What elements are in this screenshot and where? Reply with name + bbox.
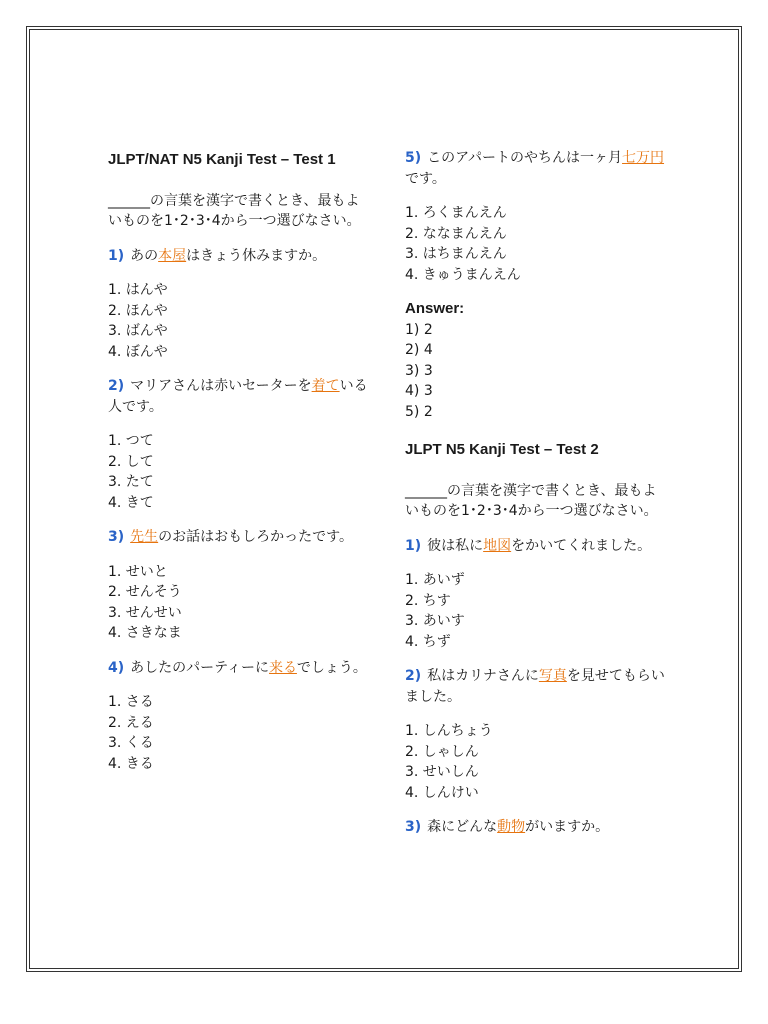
choice: 3. たて	[108, 474, 154, 490]
question-text: 私はカリナさんに	[427, 668, 539, 684]
choice: 2. ちす	[405, 592, 451, 609]
choice-list	[108, 280, 370, 362]
choice: 2. ほんや	[108, 302, 168, 319]
right-column	[405, 148, 667, 852]
answer-heading: Answer:	[405, 300, 465, 317]
question-number: 3)	[405, 819, 422, 835]
choice: 3. せいしん	[405, 764, 479, 780]
choice: 3. ばんや	[108, 323, 168, 339]
test1-title: JLPT/NAT N5 Kanji Test – Test 1	[108, 151, 336, 168]
choice: 4. しんけい	[405, 784, 479, 801]
question-text: あしたのパーティーに	[130, 659, 270, 676]
question-text: をかいてくれました。	[511, 537, 652, 554]
question-text: いる人です。	[108, 378, 368, 415]
question-text: あの	[130, 247, 159, 264]
answer-item: 2) 4	[405, 342, 433, 358]
question	[405, 536, 667, 557]
question-number: 4)	[108, 659, 125, 676]
choice: 1. ろくまんえん	[405, 205, 507, 221]
question-kanji: 着て	[311, 378, 340, 394]
question-kanji: 地図	[483, 537, 512, 554]
question-text: このアパートのやちんは一ヶ月	[427, 150, 623, 166]
question	[108, 527, 370, 548]
question-number: 3)	[108, 529, 125, 545]
question-number: 1)	[405, 537, 422, 554]
choice-list	[108, 562, 370, 644]
choice-list	[405, 570, 667, 652]
test2-instructions: ______の言葉を漢字で書くとき、最もよいものを1･2･3･4から一つ選びなさい。	[405, 482, 658, 519]
question-text: のお話はおもしろかったです。	[158, 529, 354, 545]
choice: 2. しゃしん	[405, 743, 479, 760]
choice: 4. きる	[108, 755, 154, 772]
question	[108, 246, 370, 267]
choice: 4. ちず	[405, 633, 451, 650]
choice-list	[108, 431, 370, 513]
choice: 4. ぼんや	[108, 343, 168, 360]
question	[108, 376, 370, 417]
choice: 1. さる	[108, 694, 154, 710]
answer-list	[405, 320, 667, 423]
choice: 4. きゅうまんえん	[405, 266, 521, 283]
answer-item: 4) 3	[405, 383, 433, 399]
choice: 1. あいず	[405, 572, 465, 588]
choice: 3. せんせい	[108, 604, 182, 621]
choice: 3. はちまんえん	[405, 246, 507, 262]
choice: 4. さきなま	[108, 625, 182, 641]
test2-title: JLPT N5 Kanji Test – Test 2	[405, 441, 599, 458]
choice: 3. あいす	[405, 613, 465, 629]
question-text: 森にどんな	[427, 819, 498, 835]
question-kanji: 来る	[269, 659, 297, 676]
choice-list	[405, 203, 667, 285]
left-column	[108, 148, 370, 788]
choice: 2. せんそう	[108, 584, 182, 600]
choice: 1. しんちょう	[405, 723, 493, 739]
question-text: マリアさんは赤いセーターを	[130, 378, 312, 394]
question-text: です。	[405, 170, 446, 187]
question-kanji: 七万円	[622, 150, 665, 166]
question	[405, 148, 667, 189]
question-text: 彼は私に	[427, 537, 484, 554]
choice: 1. つて	[108, 433, 154, 449]
question-number: 1)	[108, 247, 125, 264]
choice: 2. える	[108, 714, 154, 731]
choice: 2. して	[108, 453, 154, 470]
question-number: 2)	[108, 378, 125, 394]
choice-list	[108, 692, 370, 774]
question-kanji: 先生	[130, 529, 159, 545]
choice: 4. きて	[108, 494, 154, 511]
choice: 1. はんや	[108, 282, 168, 298]
answer-item: 3) 3	[405, 362, 433, 379]
question-text: でしょう。	[296, 659, 367, 676]
answer-item: 1) 2	[405, 321, 433, 338]
test1-instructions: ______の言葉を漢字で書くとき、最もよいものを1･2･3･4から一つ選びなさい。	[108, 192, 361, 229]
choice: 2. ななまんえん	[405, 225, 507, 242]
choice: 1. せいと	[108, 563, 168, 580]
question-kanji: 写真	[538, 668, 567, 684]
question-text: はきょう休みますか。	[186, 247, 327, 264]
question-text: を見せてもらいました。	[405, 668, 665, 705]
question-number: 2)	[405, 668, 422, 684]
question-text: がいますか。	[525, 819, 610, 835]
answer-item: 5) 2	[405, 403, 433, 420]
question-number: 5)	[405, 150, 422, 166]
question	[108, 658, 370, 679]
choice: 3. くる	[108, 735, 154, 751]
question-kanji: 動物	[497, 819, 526, 835]
question-kanji: 本屋	[158, 247, 187, 264]
question	[405, 666, 667, 707]
question	[405, 817, 667, 838]
choice-list	[405, 721, 667, 803]
